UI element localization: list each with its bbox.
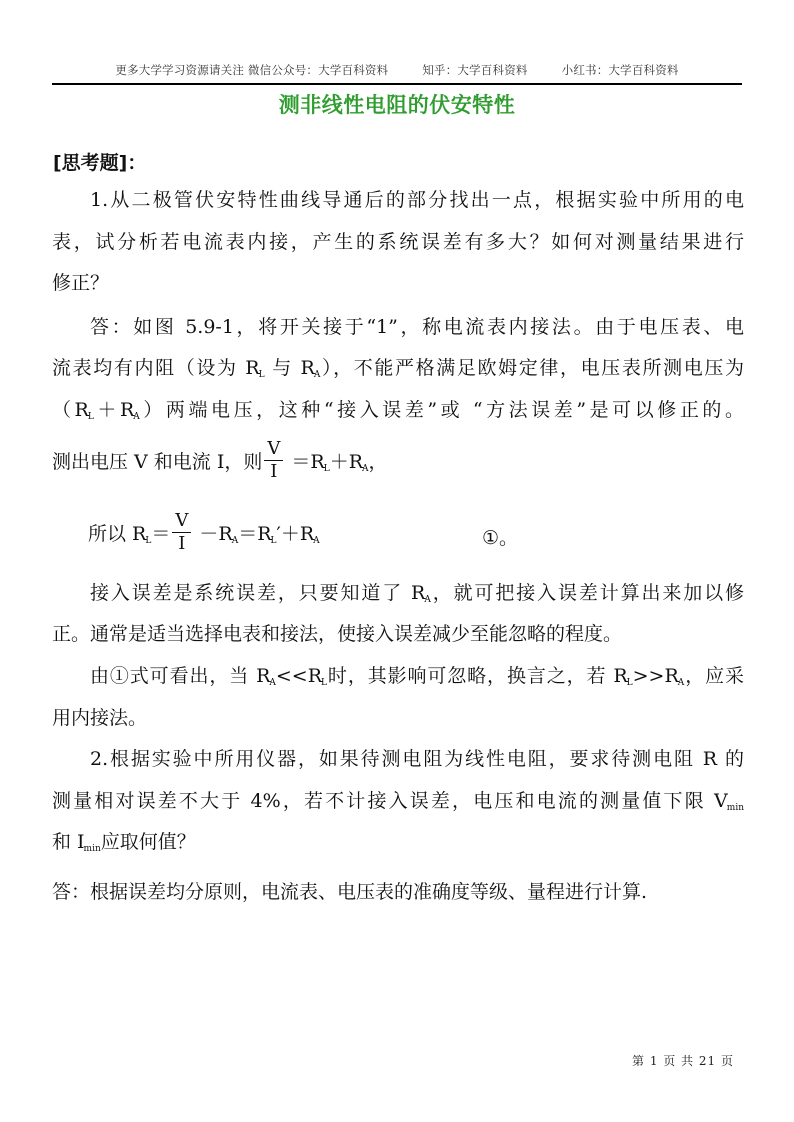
- subscript: A: [362, 464, 369, 474]
- a1-p2-line-2: 正。通常是适当选择电表和接法，使接入误差减少至能忽略的程度。: [52, 623, 623, 645]
- text: ，: [368, 451, 388, 473]
- text: 流表均有内阻（设为 R: [52, 357, 260, 379]
- subscript: A: [231, 536, 239, 546]
- numerator: V: [264, 438, 283, 461]
- a1-line-1: 答：如图 5.9-1，将开关接于“1”，称电流表内接法。由于电压表、电: [90, 316, 744, 338]
- equation-1: [52, 438, 388, 483]
- q2-line-3: [52, 830, 744, 861]
- text: 接入误差是系统误差，只要知道了 R: [90, 582, 426, 604]
- q1-line-3: 修正？: [52, 272, 110, 294]
- subscript: L: [321, 678, 328, 688]
- text: 与 R: [264, 357, 315, 379]
- fraction: [172, 510, 191, 555]
- text: ，应采: [684, 665, 744, 687]
- subscript: A: [269, 678, 276, 688]
- equation-label: ①。: [482, 527, 519, 549]
- text: （R: [52, 399, 89, 421]
- subscript: min: [83, 844, 101, 854]
- q1-line-1: 1.从二极管伏安特性曲线导通后的部分找出一点，根据实验中所用的电: [90, 189, 744, 211]
- text: 所以 R: [88, 523, 147, 545]
- text: ），不能严格满足欧姆定律，电压表所测电压为: [320, 357, 744, 379]
- text: 测量相对误差不大于 4%，若不计接入误差，电压和电流的测量值下限 V: [52, 790, 728, 812]
- subscript: A: [133, 412, 140, 422]
- text: [285, 451, 387, 473]
- subscript: A: [313, 370, 321, 380]
- subscript: L: [258, 370, 265, 380]
- a2-line-1: 答：根据误差均分原则，电流表、电压表的准确度等级、量程进行计算.: [52, 881, 648, 903]
- q1-line-2: 表，试分析若电流表内接，产生的系统误差有多大？如何对测量结果进行: [52, 231, 744, 253]
- denominator: I: [270, 461, 278, 482]
- text: [193, 523, 319, 545]
- a1-p2-line-1: [90, 581, 744, 612]
- text: >>R: [632, 665, 679, 687]
- subscript: L: [626, 678, 633, 688]
- text: [88, 523, 170, 545]
- text: ′＋R: [276, 523, 315, 545]
- section-label: [思考题]：: [53, 152, 147, 174]
- subscript: L: [87, 412, 94, 422]
- page-header: [0, 62, 794, 78]
- text: 时，其影响可忽略，换言之，若 R: [327, 665, 628, 687]
- text: ＝R: [285, 451, 325, 473]
- subscript: A: [313, 536, 320, 546]
- text: <<R: [275, 665, 323, 687]
- subscript: A: [424, 595, 431, 605]
- fraction: [264, 438, 283, 483]
- text: ，就可把接入误差计算出来加以修: [430, 582, 744, 604]
- subscript: L: [145, 536, 152, 546]
- page-number: 第 1 页 共 21 页: [632, 1054, 734, 1068]
- numerator: V: [172, 510, 191, 533]
- equation-2: [88, 510, 320, 555]
- header-promo: 更多大学学习资源请关注 微信公众号：大学百科资料: [115, 63, 389, 77]
- subscript: min: [726, 803, 744, 813]
- subscript: L: [323, 464, 330, 474]
- subscript: L: [270, 536, 277, 546]
- document-title: 测非线性电阻的伏安特性: [278, 93, 516, 117]
- a1-line-3: [52, 398, 744, 429]
- header-rule: [52, 83, 742, 85]
- header-zhihu: 知乎：大学百科资料: [422, 63, 528, 77]
- header-xiaohongshu: 小红书：大学百科资料: [561, 63, 679, 77]
- a1-line-2: [52, 356, 744, 387]
- text: 应取何值？: [100, 831, 196, 853]
- text: －R: [193, 523, 233, 545]
- text: ）两端电压，这种“接入误差”或 “方法误差”是可以修正的。: [139, 399, 744, 421]
- text: 和 I: [52, 831, 85, 853]
- text: ＝R: [238, 523, 272, 545]
- denominator: I: [178, 533, 186, 554]
- text: ＋R: [93, 399, 135, 421]
- text: 由①式可看出，当 R: [90, 665, 271, 687]
- q2-line-2: [52, 789, 744, 820]
- subscript: A: [677, 678, 685, 688]
- q2-line-1: 2.根据实验中所用仪器，如果待测电阻为线性电阻，要求待测电阻 R 的: [90, 748, 744, 770]
- text: 测出电压 V 和电流 I，则: [52, 451, 263, 473]
- a1-p3-line-1: [90, 664, 744, 695]
- text: ＝: [151, 523, 171, 545]
- text: ＋R: [329, 451, 364, 473]
- a1-p3-line-2: 用内接法。: [52, 707, 148, 729]
